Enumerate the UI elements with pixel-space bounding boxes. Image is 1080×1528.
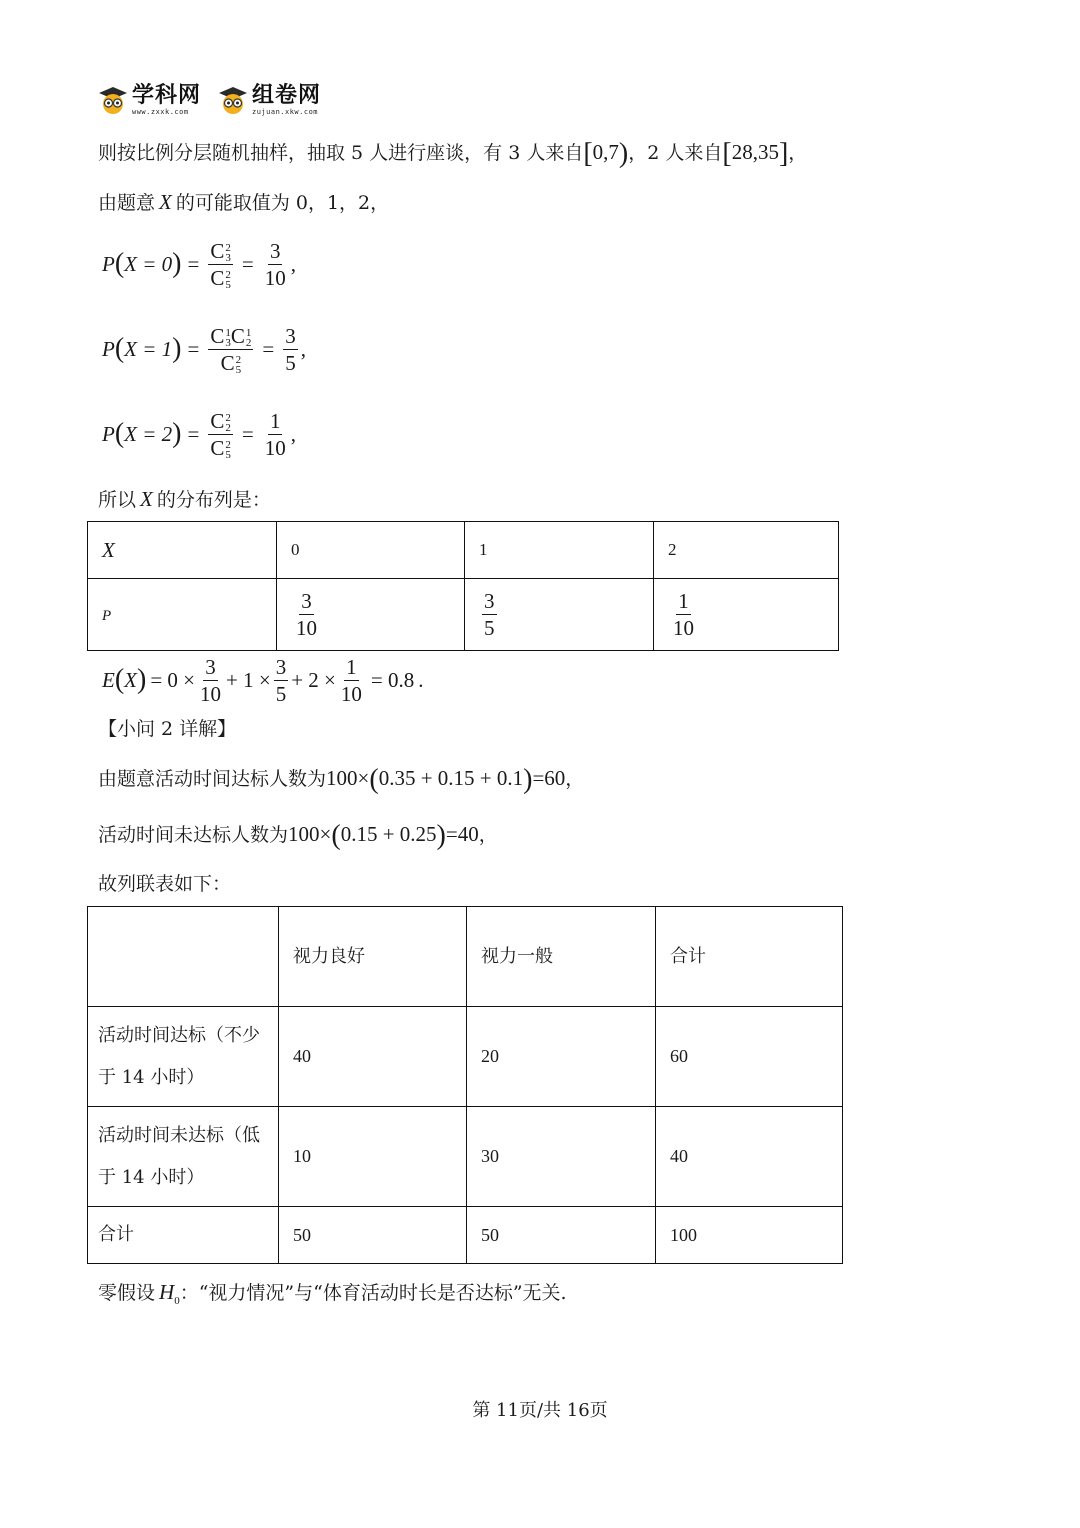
- text: 由题意活动时间达标人数为: [98, 768, 327, 790]
- table-cell: 60: [656, 1007, 843, 1107]
- numerator: 3: [269, 238, 281, 263]
- probability-equation-2: P ( X = 2 ) = C 2 2 C 2 5 = $\frac{1}{10}$ ,: [102, 408, 296, 461]
- logo-url: zujuan.xkw.com: [252, 108, 319, 116]
- reach-count-line: 由题意活动时间达标人数为100×(0.35 + 0.15 + 0.1)=60，: [98, 764, 585, 795]
- expression: =60: [532, 766, 566, 790]
- table-cell: 50: [279, 1207, 467, 1264]
- interval: 0,7: [592, 140, 619, 164]
- header-cell: [88, 907, 279, 1007]
- distribution-intro: [98, 489, 271, 510]
- table-row: [88, 522, 839, 579]
- numerator: 3: [301, 589, 312, 613]
- sampling-line: 则按比例分层随机抽样，抽取 5 人进行座谈，有 3 人来自[0,7)，2 人来自[28,35]，: [98, 138, 808, 169]
- table-row: [88, 1107, 843, 1207]
- table-cell: 20: [467, 1007, 656, 1107]
- header-cell: 视力良好: [279, 907, 467, 1007]
- section-heading: 【小问 2 详解】: [98, 718, 237, 740]
- header-cell: 1: [465, 522, 654, 579]
- xuekewang-logo: [98, 82, 201, 118]
- table-cell: 40: [279, 1007, 467, 1107]
- contingency-table: [87, 906, 843, 1264]
- row-label: 活动时间达标（不少: [98, 1024, 260, 1046]
- text: 的分布列是：: [156, 489, 271, 511]
- text: 所以: [98, 489, 137, 511]
- page-number: 第 11页/共 16页: [472, 1400, 608, 1421]
- values-line: [98, 192, 389, 213]
- interval: 28,35: [731, 140, 779, 164]
- expectation-equation: E ( X ) = 0 × $\frac{3}{10}$ + 1 × $\frac{3}{5}$ + 2 × $\frac{1}{10}$ = 0.8 .: [102, 654, 424, 706]
- row-label: 活动时间未达标（低: [98, 1124, 260, 1146]
- event: X = 2: [124, 421, 173, 446]
- subscript: 0: [174, 1294, 180, 1307]
- denominator: 10: [296, 616, 317, 640]
- text: ，: [788, 142, 808, 164]
- table-cell: 30: [467, 1107, 656, 1207]
- variable: X: [124, 667, 137, 692]
- expression: 100×: [326, 766, 370, 790]
- denominator: 10: [264, 265, 286, 290]
- header-cell: X: [102, 537, 115, 562]
- owl-icon: [98, 85, 128, 115]
- logo-title: 组卷网: [252, 83, 322, 108]
- table-row: [88, 907, 843, 1007]
- table-row: [88, 1207, 843, 1264]
- numerator: 3: [484, 589, 495, 613]
- expression: 0.35 + 0.15 + 0.1: [378, 766, 524, 790]
- row-label: 合计: [88, 1207, 279, 1264]
- expression: 0.15 + 0.25: [340, 822, 437, 846]
- variable: X: [140, 487, 153, 511]
- numerator: 3: [285, 323, 296, 348]
- expectation-symbol: E: [102, 667, 115, 692]
- null-hypothesis: [98, 1282, 567, 1307]
- distribution-table: [87, 521, 839, 651]
- header-cell: 视力一般: [467, 907, 656, 1007]
- row-label: 于 14 小时）: [98, 1166, 205, 1188]
- p-label: P: [102, 607, 112, 624]
- variable: X: [159, 190, 172, 214]
- numerator: 1: [269, 408, 281, 433]
- text: 则按比例分层随机抽样，抽取 5 人进行座谈，有 3 人来自: [98, 142, 584, 164]
- owl-icon: [218, 85, 248, 115]
- header-cell: 合计: [656, 907, 843, 1007]
- table-cell: 40: [656, 1107, 843, 1207]
- probability-equation-1: P ( X = 1 ) = C 1 3 C 1 2 C 2 5 = $\frac{3}{5}$ ,: [102, 323, 306, 376]
- text: ：“视力情况”与“体育活动时长是否达标”无关.: [179, 1282, 567, 1304]
- table-cell: 10: [279, 1107, 467, 1207]
- denominator: 5: [285, 350, 296, 375]
- contingency-intro: 故列联表如下：: [98, 873, 232, 895]
- table-cell: 50: [467, 1207, 656, 1264]
- numerator: 1: [678, 589, 689, 613]
- not-reach-count-line: 活动时间未达标人数为100×(0.15 + 0.25)=40，: [98, 820, 498, 851]
- denominator: 10: [264, 435, 286, 460]
- expression: =40: [445, 822, 479, 846]
- event: X = 1: [124, 336, 173, 361]
- comb-symbol: C: [210, 265, 225, 290]
- expression: 100×: [288, 822, 332, 846]
- hypothesis-symbol: H: [159, 1280, 175, 1304]
- logo-url: www.zxxk.com: [132, 108, 189, 116]
- text: 零假设: [98, 1282, 156, 1304]
- header-cell: 2: [654, 522, 839, 579]
- logo-title: 学科网: [132, 83, 202, 108]
- text: 由题意: [98, 192, 156, 214]
- row-label: 于 14 小时）: [98, 1066, 205, 1088]
- zujuanwang-logo: [218, 82, 321, 118]
- denominator: 5: [484, 616, 495, 640]
- table-cell: 100: [656, 1207, 843, 1264]
- comb-symbol: C: [210, 238, 225, 263]
- denominator: 10: [673, 616, 694, 640]
- text: 的可能取值为 0，1，2，: [175, 192, 390, 214]
- event: X = 0: [124, 251, 173, 276]
- header-cell: 0: [277, 522, 465, 579]
- table-row: [88, 1007, 843, 1107]
- probability-equation-0: P ( X = 0 ) = C 2 3 C 2 5 = $\frac{3}{10}$ ,: [102, 238, 296, 291]
- table-row: [88, 579, 839, 651]
- text: ，2 人来自: [628, 142, 723, 164]
- text: 活动时间未达标人数为: [98, 824, 289, 846]
